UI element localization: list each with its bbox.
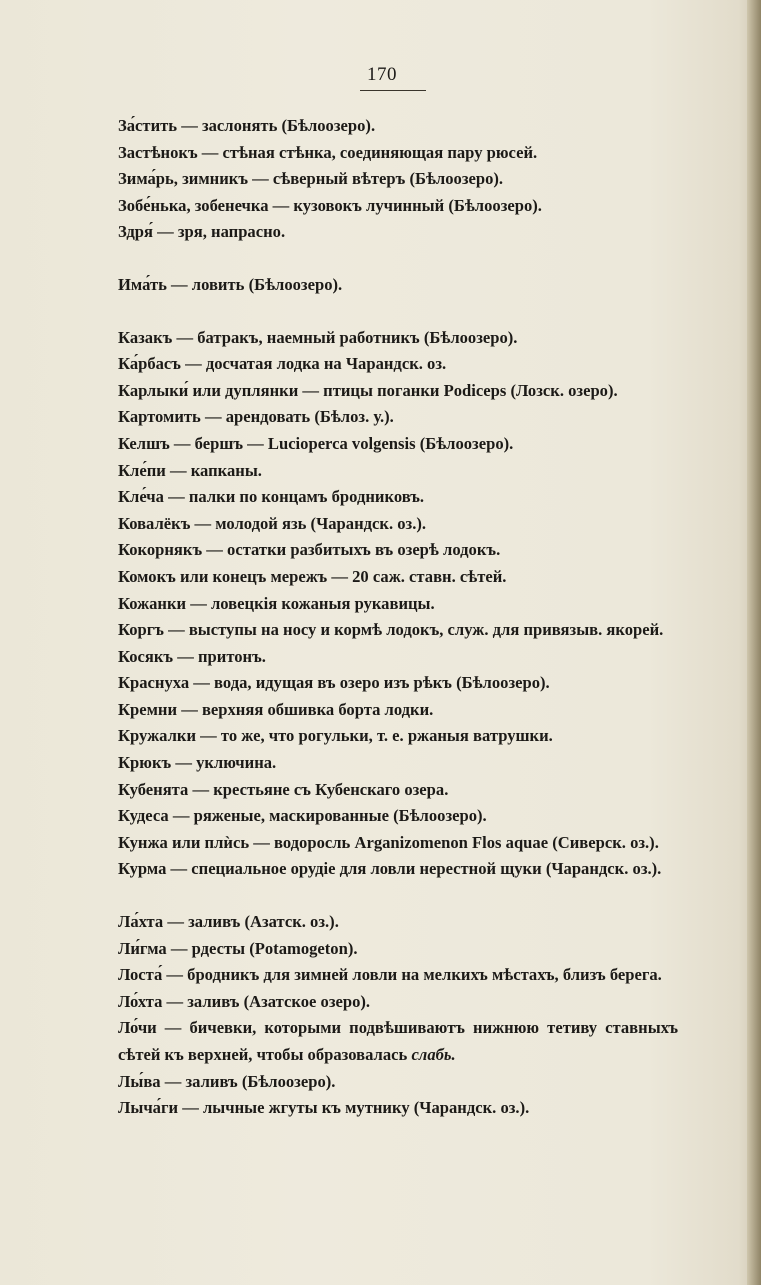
dictionary-entry: Курма — специальное орудіе для ловли нерестной щуки (Чарандск. оз.).: [118, 859, 662, 879]
dictionary-entry: Лыча́ги — лычные жгуты къ мутнику (Чарандск. оз.).: [118, 1098, 530, 1118]
dictionary-entry: Кожанки — ловецкія кожаныя рукавицы.: [118, 593, 435, 613]
dictionary-entry: Ли́гма — рдесты (Potamogeton).: [118, 938, 358, 958]
dictionary-entry: [118, 1015, 678, 1068]
italic-term: слабь.: [411, 1045, 456, 1064]
dictionary-entry: Кокорнякъ — остатки разбитыхъ въ озерѣ лодокъ.: [118, 540, 501, 560]
dictionary-entry: Ло́хта — заливъ (Азатское озеро).: [118, 991, 371, 1011]
dictionary-entry: Келшъ — бершъ — Lucioperca volgensis (Бѣлоозеро).: [118, 433, 514, 453]
section-gap: [118, 246, 678, 272]
page-number: 170: [367, 64, 397, 85]
dictionary-entry: Карлыки́ или дуплянки — птицы поганки Podiceps (Лозск. озеро).: [118, 380, 618, 400]
dictionary-entry: Кле́ча — палки по концамъ бродниковъ.: [118, 487, 425, 507]
dictionary-entry: Зима́рь, зимникъ — сѣверный вѣтеръ (Бѣлоозеро).: [118, 169, 504, 189]
header-rule: [360, 90, 426, 91]
dictionary-entry: Зобе́нька, зобенечка — кузовокъ лучинный (Бѣлоозеро).: [118, 195, 542, 215]
dictionary-entry: Казакъ — батракъ, наемный работникъ (Бѣлоозеро).: [118, 327, 518, 347]
dictionary-entry: За́стить — заслонять (Бѣлоозеро).: [118, 116, 376, 135]
dictionary-entry: Кунжа или плѝсь — водоросль Arganizomenon Flos aquae (Сиверск. оз.).: [118, 832, 659, 852]
dictionary-entry: Комокъ или конецъ мережъ — 20 саж. ставн. сѣтей.: [118, 566, 507, 586]
dictionary-entry: Кружалки — то же, что рогульки, т. е. ржаныя ватрушки.: [118, 726, 553, 746]
section-gap: [118, 883, 678, 909]
dictionary-entry: Кубенята — крестьяне съ Кубенскаго озера.: [118, 779, 449, 799]
dictionary-entry: Застѣнокъ — стѣная стѣнка, соединяющая пару рюсей.: [118, 142, 538, 162]
dictionary-entry: Ка́рбасъ — досчатая лодка на Чарандск. оз.: [118, 354, 447, 374]
dictionary-entry: Картомить — арендовать (Бѣлоз. у.).: [118, 407, 394, 427]
section-gap: [118, 299, 678, 325]
dictionary-entry: Ковалёкъ — молодой язь (Чарандск. оз.).: [118, 513, 427, 533]
dictionary-entry: Краснуха — вода, идущая въ озеро изъ рѣкъ (Бѣлоозеро).: [118, 673, 550, 693]
dictionary-entry: Крюкъ — уключина.: [118, 753, 277, 773]
dictionary-entry: Лоста́ — бродникъ для зимней ловли на мелкихъ мѣстахъ, близъ берега.: [118, 965, 662, 985]
dictionary-entry: Косякъ — притонъ.: [118, 646, 266, 666]
entry-text: Ло́чи — бичевки, которыми подвѣшиваютъ нижнюю тетиву ставныхъ сѣтей къ верхней, чтобы образовалась: [118, 1018, 678, 1064]
dictionary-entry: Кле́пи — капканы.: [118, 460, 262, 480]
dictionary-entry: Има́ть — ловить (Бѣлоозеро).: [118, 274, 343, 294]
dictionary-entry: Коргъ — выступы на носу и кормѣ лодокъ, служ. для привязыв. якорей.: [118, 620, 664, 640]
dictionary-entry: Здря́ — зря, напрасно.: [118, 222, 286, 242]
dictionary-entry: Ла́хта — заливъ (Азатск. оз.).: [118, 912, 339, 932]
dictionary-entry: Кудеса — ряженые, маскированные (Бѣлоозеро).: [118, 806, 487, 826]
dictionary-text: [118, 113, 678, 1122]
book-spine-shadow: [747, 0, 761, 1285]
dictionary-entry: Кремни — верхняя обшивка борта лодки.: [118, 699, 434, 719]
dictionary-entry: Лы́ва — заливъ (Бѣлоозеро).: [118, 1071, 336, 1091]
